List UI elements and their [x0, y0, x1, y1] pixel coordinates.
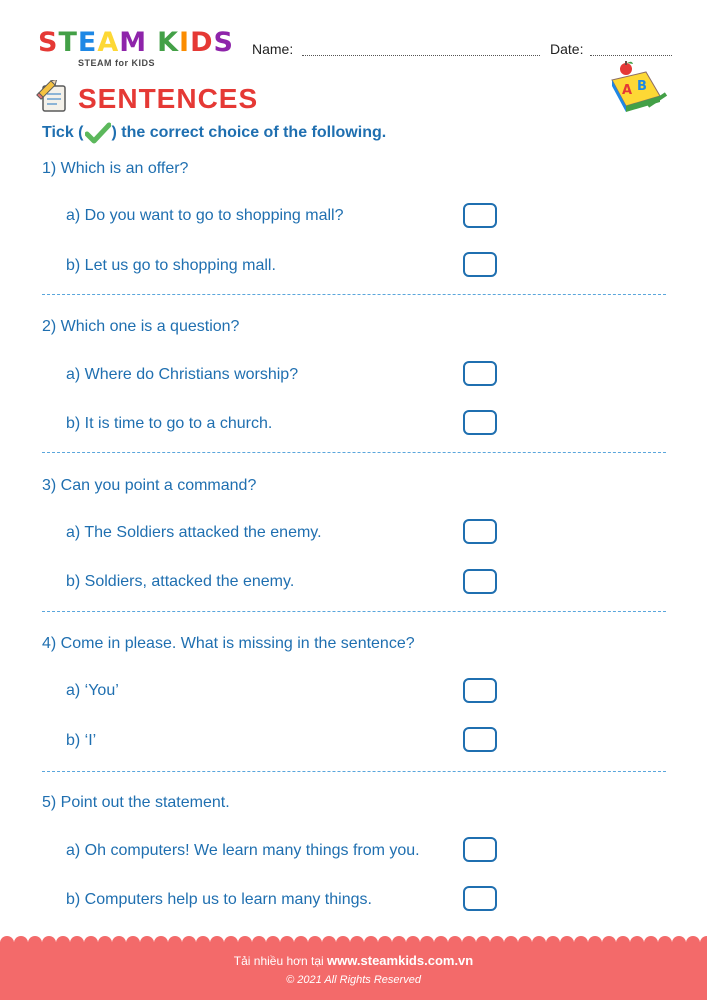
logo-subtitle: STEAM for KIDS [78, 58, 156, 68]
logo-letter: T [58, 27, 78, 58]
name-label: Name: [252, 41, 294, 57]
logo-letter: I [179, 27, 191, 58]
separator [42, 294, 666, 295]
svg-text:A: A [622, 83, 633, 98]
worksheet-pencil-icon [36, 80, 70, 114]
question-4-option-b-checkbox[interactable] [463, 727, 497, 752]
instruction-before: Tick ( [42, 124, 84, 141]
question-1: 1) Which is an offer? [42, 160, 189, 177]
footer-scallop-edge [0, 936, 707, 948]
separator [42, 611, 666, 612]
footer-copyright: © 2021 All Rights Reserved [286, 974, 421, 986]
logo-letter: E [77, 27, 98, 58]
question-4-option-b: b) ‘I’ [66, 732, 97, 749]
question-2-option-b: b) It is time to go to a church. [66, 415, 273, 432]
date-field[interactable] [590, 54, 672, 56]
name-field[interactable] [302, 54, 540, 56]
logo-letter: A [97, 27, 120, 58]
question-2-option-a: a) Where do Christians worship? [66, 366, 299, 383]
abc-books-icon [608, 60, 668, 116]
question-4-option-a: a) ‘You’ [66, 682, 119, 699]
question-3-option-a-checkbox[interactable] [463, 519, 497, 544]
question-4-option-a-checkbox[interactable] [463, 678, 497, 703]
logo-letter: S [213, 27, 234, 58]
logo-title [38, 28, 234, 58]
steam-kids-logo [38, 27, 238, 70]
question-3-option-b-checkbox[interactable] [463, 569, 497, 594]
separator [42, 771, 666, 772]
question-2-option-a-checkbox[interactable] [463, 361, 497, 386]
instruction-after: ) the correct choice of the following. [111, 124, 387, 141]
question-1-option-b-checkbox[interactable] [463, 252, 497, 277]
footer-website-link[interactable]: www.steamkids.com.vn [327, 953, 474, 968]
question-3-option-a: a) The Soldiers attacked the enemy. [66, 524, 322, 541]
question-1-option-b: b) Let us go to shopping mall. [66, 257, 276, 274]
logo-letter: K [157, 27, 180, 58]
date-label: Date: [550, 41, 584, 57]
question-5-option-a-checkbox[interactable] [463, 837, 497, 862]
footer-more-prefix: Tải nhiều hơn tại [233, 954, 324, 968]
question-3: 3) Can you point a command? [42, 477, 257, 494]
question-4: 4) Come in please. What is missing in the sentence? [42, 635, 415, 652]
question-1-option-a: a) Do you want to go to shopping mall? [66, 207, 344, 224]
check-mark-icon [85, 122, 111, 144]
logo-letter: D [190, 27, 214, 58]
question-2-option-b-checkbox[interactable] [463, 410, 497, 435]
question-5-option-b: b) Computers help us to learn many things. [66, 891, 372, 908]
question-5: 5) Point out the statement. [42, 794, 230, 811]
instruction [42, 122, 386, 144]
question-1-option-a-checkbox[interactable] [463, 203, 497, 228]
question-3-option-b: b) Soldiers, attacked the enemy. [66, 573, 295, 590]
footer [0, 942, 707, 1000]
separator [42, 452, 666, 453]
logo-letter: S [38, 27, 59, 58]
question-2: 2) Which one is a question? [42, 318, 240, 335]
question-5-option-a: a) Oh computers! We learn many things from you. [66, 842, 420, 859]
question-5-option-b-checkbox[interactable] [463, 886, 497, 911]
footer-more-line [0, 953, 707, 968]
logo-letter: M [119, 27, 148, 58]
svg-text:B: B [637, 79, 647, 94]
page-title: SENTENCES [78, 83, 259, 114]
